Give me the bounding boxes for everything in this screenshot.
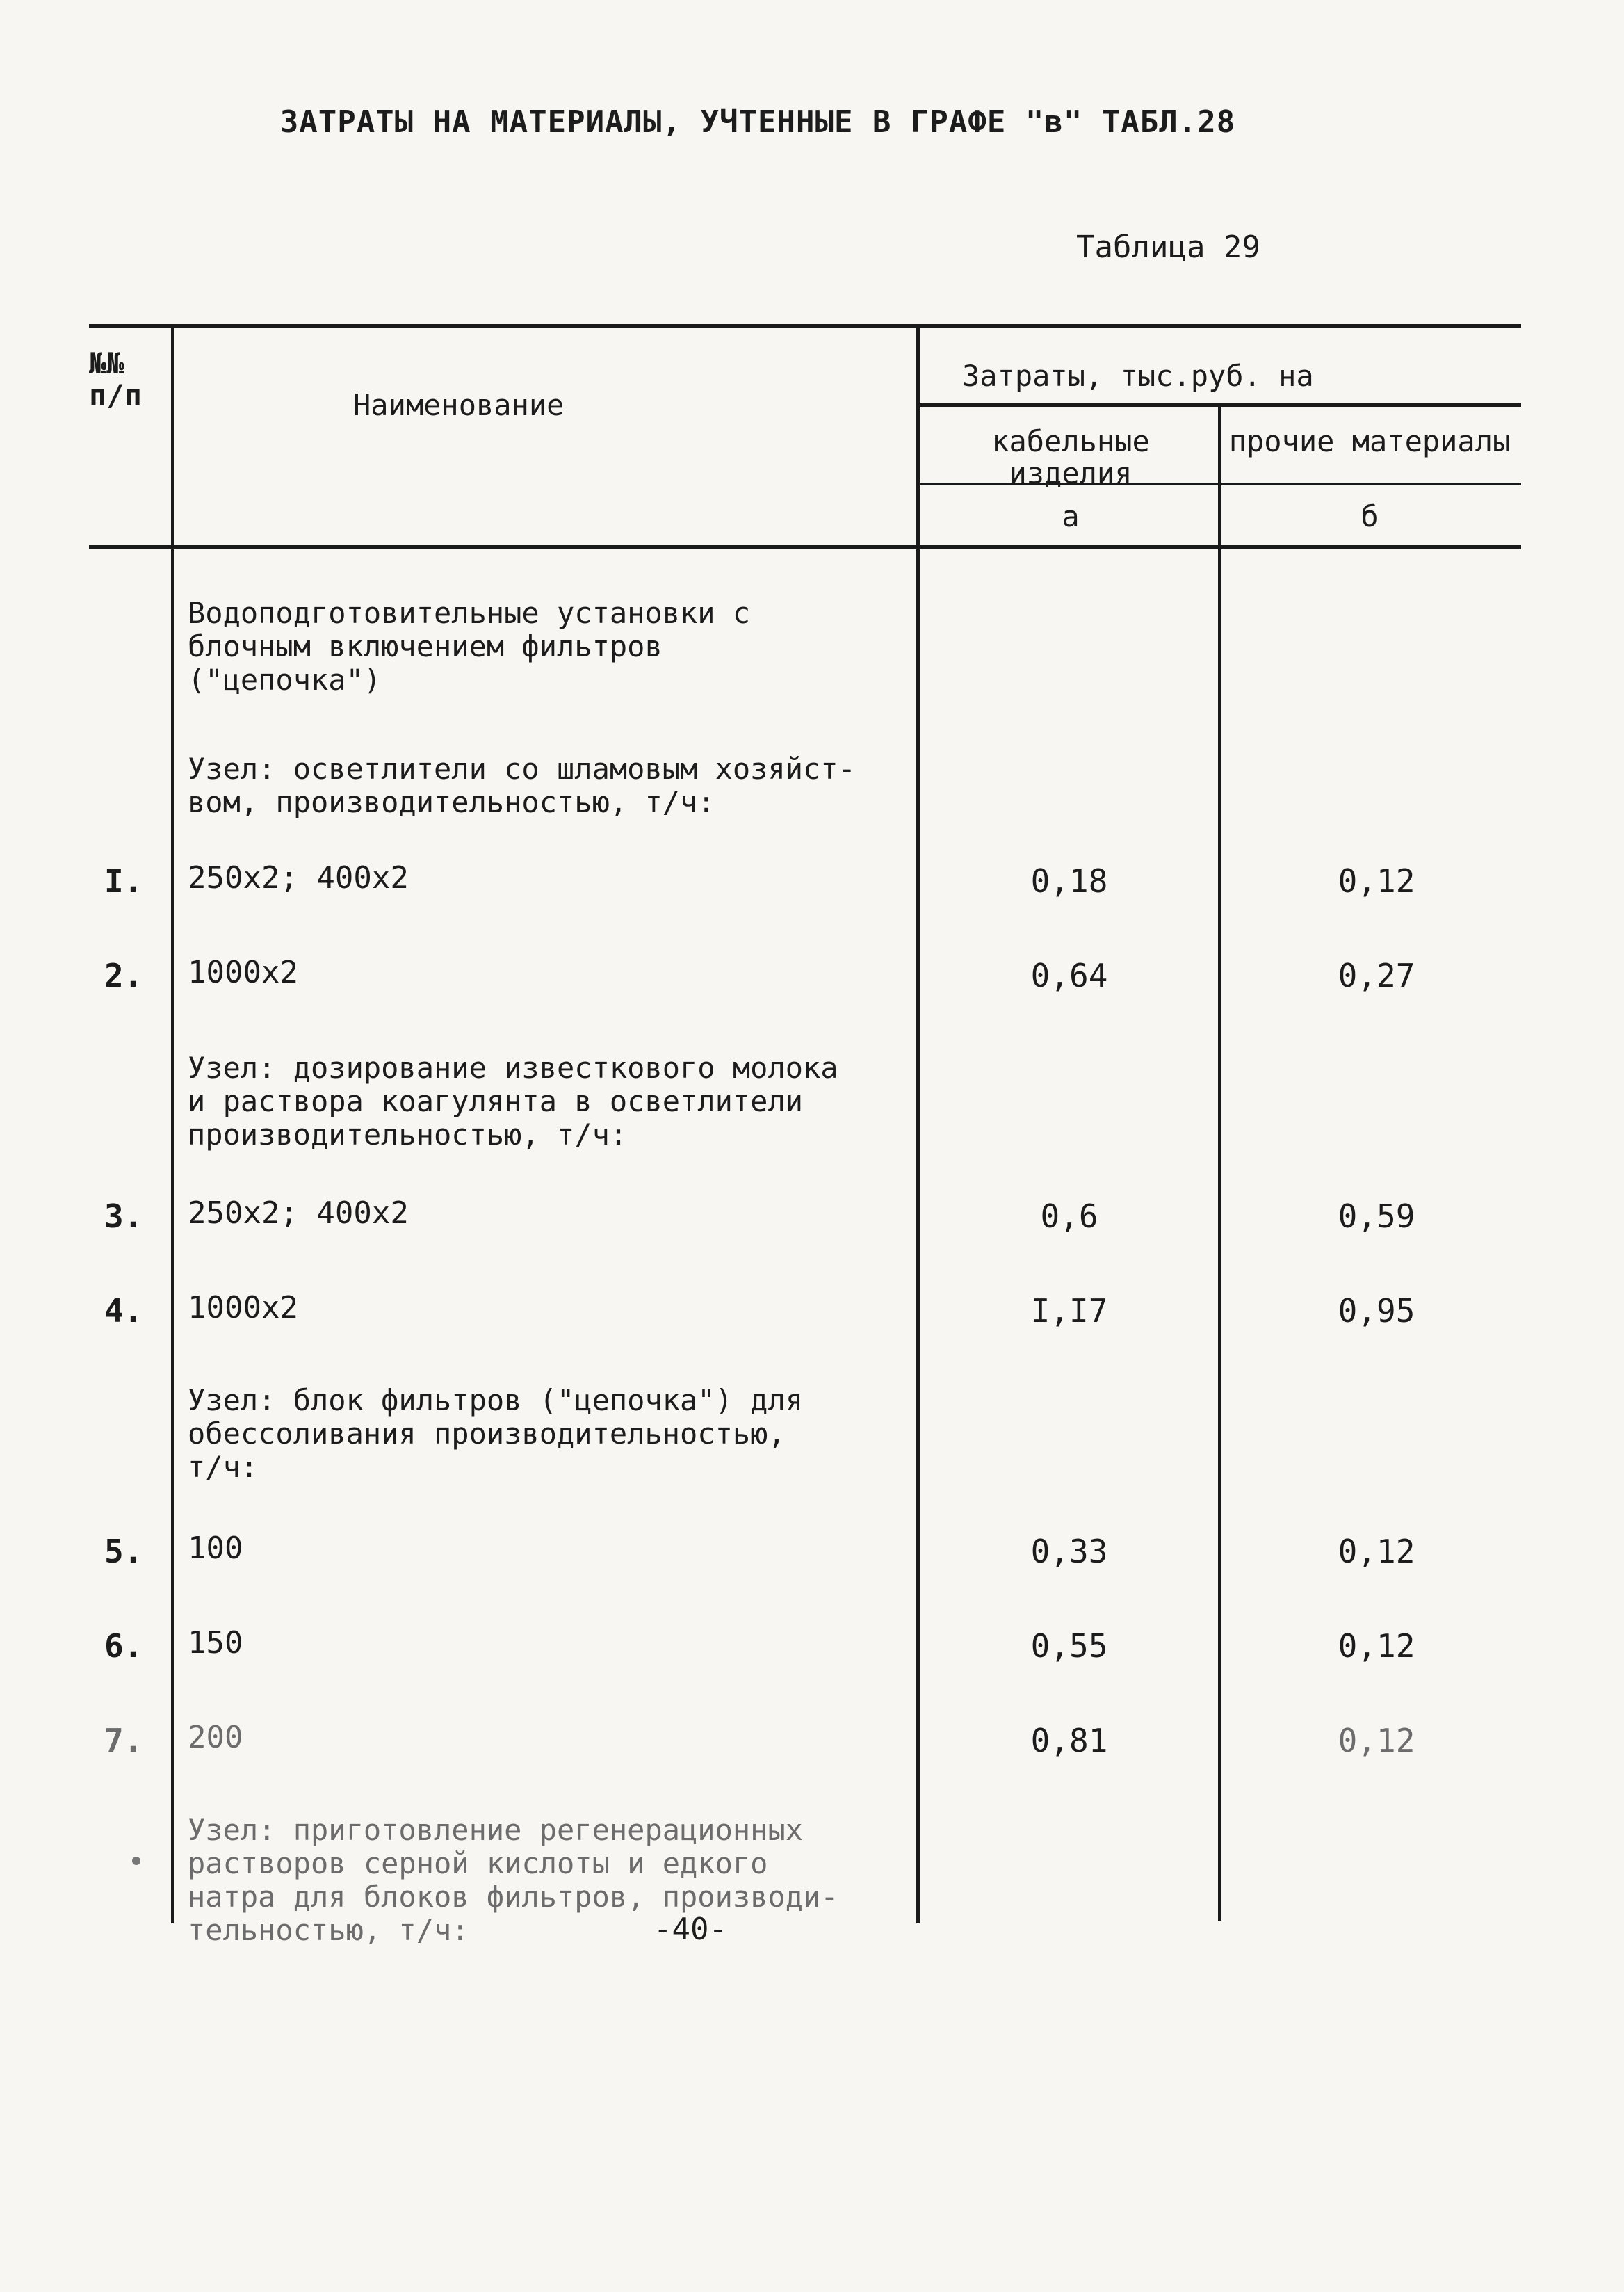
row-number: 2.	[104, 957, 143, 994]
header-other-letter: б	[1361, 499, 1379, 533]
row-name: 150	[188, 1625, 243, 1661]
row-name: 200	[188, 1720, 243, 1755]
col-divider-num	[171, 324, 174, 1923]
row-value-a: 0,55	[1030, 1627, 1108, 1665]
section-filter-block: Узел: блок фильтров ("цепочка") для обессоливания производительностью, т/ч:	[188, 1383, 804, 1484]
row-name: 250x2; 400x2	[188, 860, 409, 896]
row-value-b: 0,27	[1338, 957, 1415, 994]
col-divider-name	[916, 324, 920, 1923]
row-value-a: 0,64	[1030, 957, 1108, 994]
bullet-marker	[132, 1857, 140, 1865]
row-value-a: 0,6	[1040, 1197, 1098, 1235]
page-title: ЗАТРАТЫ НА МАТЕРИАЛЫ, УЧТЕННЫЕ В ГРАФЕ "в" ТАБЛ.28	[279, 104, 1236, 140]
header-name: Наименование	[353, 388, 565, 422]
row-value-a: I,I7	[1030, 1292, 1108, 1330]
section-regeneration: Узел: приготовление регенерационных растворов серной кислоты и едкого натра для блоков фильтров, производи- тельностью, т/ч:	[188, 1813, 838, 1947]
header-cable: кабельные изделия	[991, 424, 1150, 490]
row-number: 6.	[104, 1627, 143, 1665]
row-value-a: 0,81	[1030, 1722, 1108, 1759]
row-value-b: 0,12	[1338, 1627, 1415, 1665]
row-name: 100	[188, 1531, 243, 1566]
row-value-b: 0,12	[1338, 1722, 1415, 1759]
row-value-b: 0,12	[1338, 1533, 1415, 1570]
header-other: прочие материалы	[1228, 424, 1511, 458]
row-value-b: 0,59	[1338, 1197, 1415, 1235]
header-cable-letter: а	[1062, 499, 1080, 533]
row-name: 250x2; 400x2	[188, 1195, 409, 1231]
col-divider-values	[1218, 405, 1221, 1921]
header-costs: Затраты, тыс.руб. на	[962, 359, 1314, 393]
table-number: Таблица 29	[1076, 229, 1260, 265]
header-number: №№ п/п	[89, 346, 142, 412]
row-name: 1000x2	[188, 955, 298, 990]
section-dosing: Узел: дозирование известкового молока и раствора коагулянта в осветлители производительностью, т/ч:	[188, 1051, 838, 1152]
section-clarifiers: Узел: осветлители со шламовым хозяйст- вом, производительностью, т/ч:	[188, 752, 856, 819]
row-number: 5.	[104, 1533, 143, 1570]
row-value-b: 0,12	[1338, 862, 1415, 900]
row-number: 3.	[104, 1197, 143, 1235]
intro-text: Водоподготовительные установки с блочным включением фильтров ("цепочка")	[188, 596, 751, 697]
page-number: -40-	[653, 1912, 727, 1947]
row-number: I.	[104, 862, 143, 900]
table-top-rule	[89, 324, 1521, 328]
row-value-b: 0,95	[1338, 1292, 1415, 1330]
header-bottom-rule	[89, 545, 1521, 549]
row-value-a: 0,18	[1030, 862, 1108, 900]
row-number: 7.	[104, 1722, 143, 1759]
row-name: 1000x2	[188, 1290, 298, 1325]
row-number: 4.	[104, 1292, 143, 1330]
row-value-a: 0,33	[1030, 1533, 1108, 1570]
